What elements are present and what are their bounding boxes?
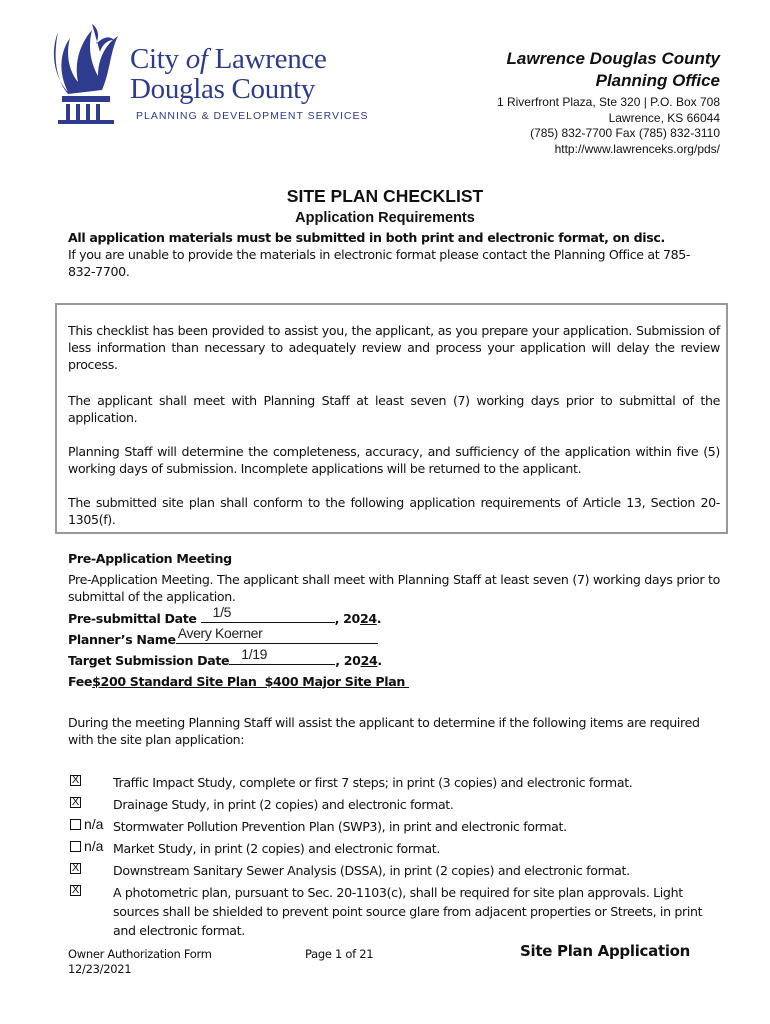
target-date-value: 1/19 (241, 646, 268, 662)
office-address-line1: 1 Riverfront Plaza, Ste 320 | P.O. Box 708 (496, 95, 720, 109)
notice-paragraph-1: This checklist has been provided to assist you, the applicant, as you prepare your application. Submission of less information than necessary to adequately review and process your application will delay the review process. (68, 323, 720, 372)
fee-label: Fee (68, 674, 93, 689)
office-url: http://www.lawrenceks.org/pds/ (554, 141, 720, 156)
checklist-item-text: Stormwater Pollution Prevention Plan (SWP3), in print and electronic format. (113, 819, 567, 834)
target-date-label: Target Submission Date (68, 653, 230, 668)
presubmittal-year-prefix: , 20 (334, 611, 360, 626)
logo-wordmark (130, 44, 327, 104)
requirements-text: If you are unable to provide the materials in electronic format please contact the Planning Office at 785-832-7700. (68, 247, 691, 279)
pre-application-heading: Pre-Application Meeting (68, 551, 232, 566)
presubmittal-date-label: Pre-submittal Date (68, 611, 197, 626)
checklist-checkbox[interactable]: X (71, 884, 80, 896)
checklist-item-text: Market Study, in print (2 copies) and electronic format. (113, 841, 441, 856)
checklist-item-text: A photometric plan, pursuant to Sec. 20-1103(c), shall be required for site plan approvals. Light sources shall be shielded to prevent point source glare from adjacent properties or Streets, in print and electronic format. (113, 885, 703, 938)
checklist-checkbox[interactable]: X (71, 862, 80, 874)
fee-value: $200 Standard Site Plan $400 Major Site Plan (92, 674, 410, 689)
target-year-field[interactable]: 24 (360, 653, 378, 668)
planner-name-value: Avery Koerner (177, 625, 263, 641)
office-name-line2: Planning Office (595, 71, 720, 90)
office-name-line1: Lawrence Douglas County (506, 49, 720, 68)
office-phone: (785) 832-7700 Fax (785) 832-3110 (530, 126, 720, 140)
planner-name-label: Planner’s Name (68, 632, 176, 647)
checklist-checkbox[interactable] (70, 841, 81, 852)
footer-document-title: Site Plan Application (520, 942, 691, 960)
target-date-field[interactable] (229, 646, 335, 665)
presubmittal-year-field[interactable]: 24 (359, 611, 377, 626)
logo-of: of (185, 43, 208, 75)
presubmittal-date-row: Pre-submittal Date 1/5 , 2024. (68, 604, 382, 626)
logo-douglas-county: Douglas County (130, 73, 316, 105)
checklist-item-text: Traffic Impact Study, complete or first 7 steps; in print (3 copies) and electronic format. (113, 775, 633, 790)
footer-page-number: Page 1 of 21 (305, 947, 374, 961)
footer-left (68, 947, 212, 977)
footer-form-name: Owner Authorization Form (68, 947, 212, 961)
checklist-note: n/a (84, 838, 104, 854)
logo-tagline: PLANNING & DEVELOPMENT SERVICES (136, 110, 369, 122)
target-date-row: Target Submission Date 1/19 , 2024. (68, 646, 382, 668)
page-subtitle: Application Requirements (295, 210, 475, 226)
presubmittal-date-value: 1/5 (212, 604, 232, 620)
checklist-checkbox[interactable] (70, 819, 81, 830)
footer-date: 12/23/2021 (68, 962, 132, 976)
checklist-item-text: Drainage Study, in print (2 copies) and electronic format. (113, 797, 454, 812)
checklist-checkbox[interactable]: X (71, 796, 80, 808)
checklist-item-text: Downstream Sanitary Sewer Analysis (DSSA), in print (2 copies) and electronic format. (113, 863, 630, 878)
notice-paragraph-4: The submitted site plan shall conform to the following application requirements of Article 13, Section 20-1305(f). (68, 495, 720, 527)
logo-city: City (130, 43, 179, 75)
logo-lawrence: Lawrence (214, 43, 327, 75)
office-address-line2: Lawrence, KS 66044 (608, 110, 720, 125)
planner-name-field[interactable] (176, 625, 378, 644)
city-logo-icon (48, 22, 122, 124)
office-header (497, 48, 720, 157)
items-intro: During the meeting Planning Staff will assist the applicant to determine if the following items are required with the site plan application: (68, 715, 700, 747)
page-title: SITE PLAN CHECKLIST (286, 186, 484, 206)
presubmittal-date-field[interactable] (201, 604, 335, 623)
pre-application-text: Pre-Application Meeting. The applicant shall meet with Planning Staff at least seven (7) working days prior to submittal of the application. (68, 572, 720, 604)
checklist-checkbox[interactable]: X (71, 774, 80, 786)
notice-paragraph-3: Planning Staff will determine the completeness, accuracy, and sufficiency of the application within five (5) working days of submission. Incomplete applications will be returned to the applicant. (68, 444, 720, 476)
planner-name-row (68, 625, 378, 648)
target-year-prefix: , 20 (335, 653, 361, 668)
checklist-note: n/a (84, 816, 104, 832)
requirements-bold: All application materials must be submitted in both print and electronic format, on disc. (68, 230, 665, 245)
notice-paragraph-2: The applicant shall meet with Planning Staff at least seven (7) working days prior to submittal of the application. (68, 393, 720, 425)
fee-row (68, 673, 409, 690)
